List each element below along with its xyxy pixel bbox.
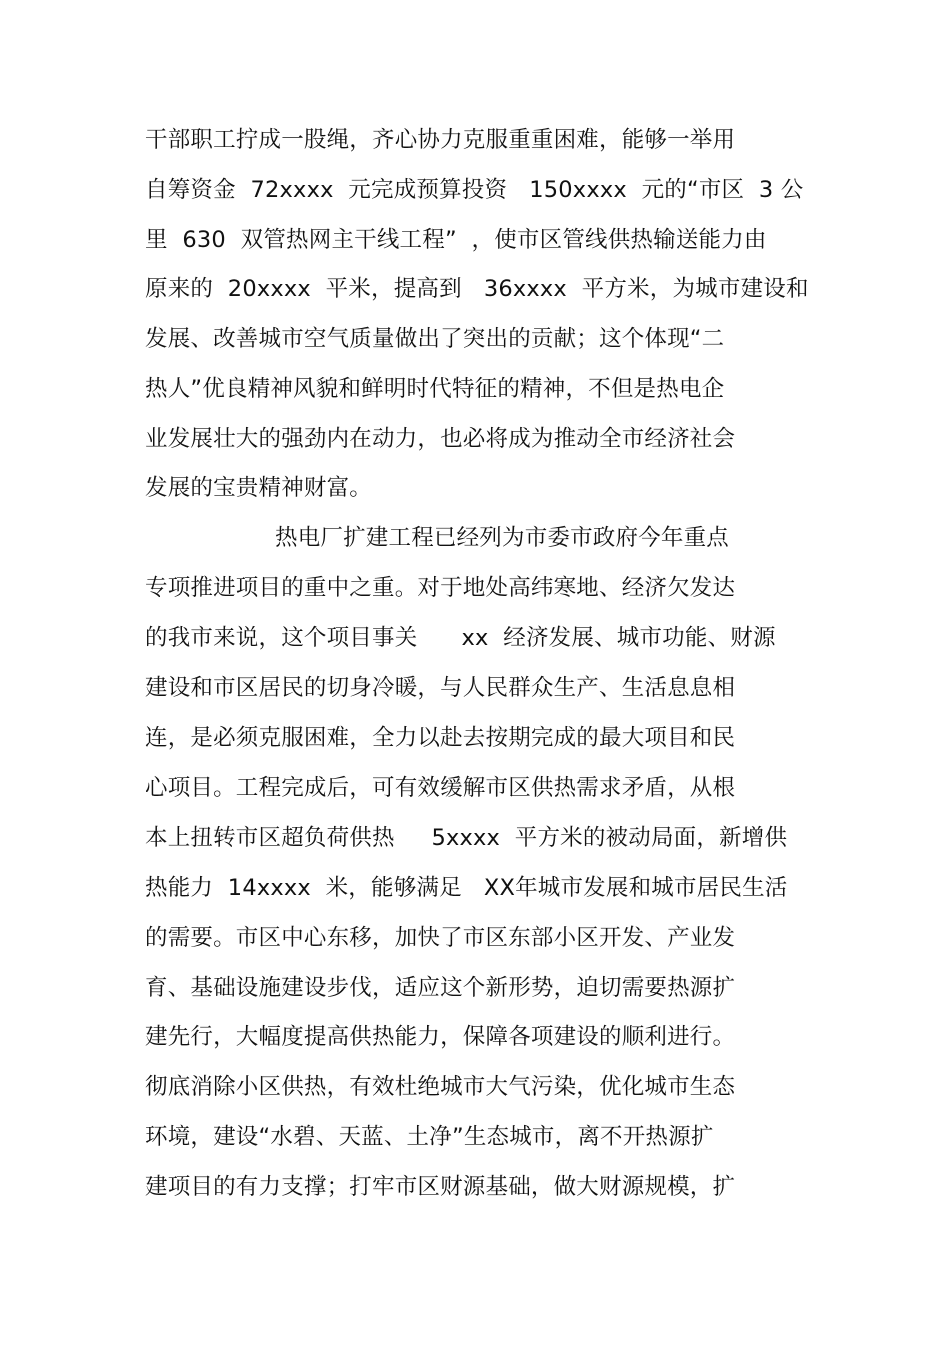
text-line: 的我市来说，这个项目事关 xx 经济发展、城市功能、财源 xyxy=(145,625,776,651)
text-line: 建项目的有力支撑；打牢市区财源基础，做大财源规模，扩 xyxy=(145,1174,736,1200)
text-line: 热能力 14xxxx 米，能够满足 XX年城市发展和城市居民生活 xyxy=(145,875,788,901)
text-line: 干部职工拧成一股绳，齐心协力克服重重困难，能够一举用 xyxy=(145,127,736,153)
text-line: 的需要。市区中心东移，加快了市区东部小区开发、产业发 xyxy=(145,925,736,951)
text-line: 自筹资金 72xxxx 元完成预算投资 150xxxx 元的“市区 3 公 xyxy=(145,177,804,203)
text-line: 育、基础设施建设步伐，适应这个新形势，迫切需要热源扩 xyxy=(145,975,736,1001)
text-line: 本上扭转市区超负荷供热 5xxxx 平方米的被动局面，新增供 xyxy=(145,825,788,851)
text-line: 原来的 20xxxx 平米，提高到 36xxxx 平方米，为城市建设和 xyxy=(145,276,809,302)
text-line: 里 630 双管热网主干线工程” ，使市区管线供热输送能力由 xyxy=(145,227,767,253)
text-line: 专项推进项目的重中之重。对于地处高纬寒地、经济欠发达 xyxy=(145,575,736,601)
text-line: 业发展壮大的强劲内在动力，也必将成为推动全市经济社会 xyxy=(145,426,736,452)
text-line: 发展的宝贵精神财富。 xyxy=(145,475,373,501)
text-line: 建设和市区居民的切身冷暖，与人民群众生产、生活息息相 xyxy=(145,675,736,701)
text-line: 热电厂扩建工程已经列为市委市政府今年重点 xyxy=(275,525,730,551)
text-line: 热人”优良精神风貌和鲜明时代特征的精神，不但是热电企 xyxy=(145,376,725,402)
text-line: 彻底消除小区供热，有效杜绝城市大气污染，优化城市生态 xyxy=(145,1074,736,1100)
text-line: 发展、改善城市空气质量做出了突出的贡献；这个体现“二 xyxy=(145,326,725,352)
text-line: 环境，建设“水碧、天蓝、土净”生态城市，离不开热源扩 xyxy=(145,1124,714,1150)
text-line: 连，是必须克服困难，全力以赴去按期完成的最大项目和民 xyxy=(145,725,736,751)
text-line: 心项目。工程完成后，可有效缓解市区供热需求矛盾，从根 xyxy=(145,775,736,801)
text-line: 建先行，大幅度提高供热能力，保障各项建设的顺利进行。 xyxy=(145,1024,736,1050)
